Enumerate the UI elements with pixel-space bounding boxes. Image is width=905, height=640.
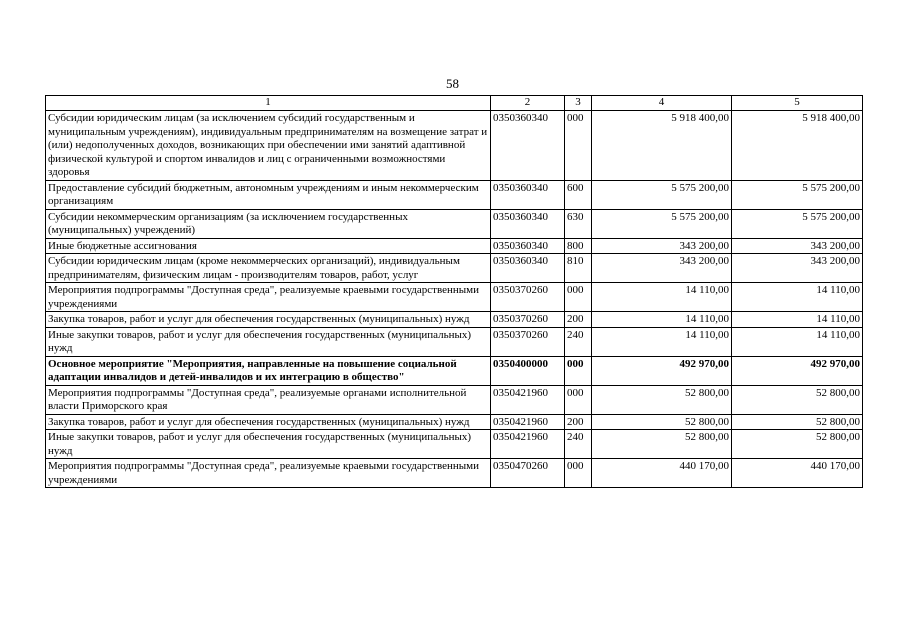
row-sum-col4: 5 575 200,00	[592, 180, 732, 209]
row-sum-col4: 492 970,00	[592, 356, 732, 385]
row-code: 0350470260	[491, 459, 565, 488]
row-name: Субсидии юридическим лицам (за исключением субсидий государственным и муниципальным учреждениям), индивидуальным предпринимателям на возмещение затрат и (или) недополученных доходов, возникающих при обеспечении ими занятий адаптивной физической культурой и спортом инвалидов и лиц с ограниченными возможностями здоровья	[46, 111, 491, 181]
table-row	[46, 238, 863, 254]
header-name: 1	[46, 96, 491, 111]
row-name: Мероприятия подпрограммы "Доступная среда", реализуемые органами исполнительной власти Приморского края	[46, 385, 491, 414]
row-sum-col4: 14 110,00	[592, 327, 732, 356]
row-code: 0350400000	[491, 356, 565, 385]
row-sum-col4: 52 800,00	[592, 430, 732, 459]
row-expense-type: 240	[565, 327, 592, 356]
row-sum-col4: 5 575 200,00	[592, 209, 732, 238]
row-name: Предоставление субсидий бюджетным, автономным учреждениям и иным некоммерческим организациям	[46, 180, 491, 209]
table-row	[46, 414, 863, 430]
row-code: 0350370260	[491, 312, 565, 328]
row-code: 0350421960	[491, 414, 565, 430]
row-sum-col4: 52 800,00	[592, 414, 732, 430]
row-sum-col4: 52 800,00	[592, 385, 732, 414]
row-sum-col5: 52 800,00	[732, 414, 863, 430]
row-name: Иные бюджетные ассигнования	[46, 238, 491, 254]
row-expense-type: 800	[565, 238, 592, 254]
table-row	[46, 459, 863, 488]
table-row	[46, 254, 863, 283]
table-row	[46, 111, 863, 181]
row-name: Основное мероприятие "Мероприятия, направленные на повышение социальной адаптации инвалидов и детей-инвалидов и их интеграцию в общество"	[46, 356, 491, 385]
row-expense-type: 000	[565, 283, 592, 312]
page-number: 58	[446, 76, 459, 91]
row-code: 0350370260	[491, 283, 565, 312]
row-sum-col5: 440 170,00	[732, 459, 863, 488]
row-code: 0350360340	[491, 254, 565, 283]
row-sum-col5: 14 110,00	[732, 283, 863, 312]
row-expense-type: 000	[565, 356, 592, 385]
row-expense-type: 000	[565, 111, 592, 181]
row-expense-type: 200	[565, 414, 592, 430]
row-name: Субсидии юридическим лицам (кроме некоммерческих организаций), индивидуальным предпринимателям, физическим лицам - производителям товаров, работ, услуг	[46, 254, 491, 283]
table-row	[46, 180, 863, 209]
header-row	[46, 96, 863, 111]
table-row	[46, 312, 863, 328]
row-expense-type: 000	[565, 459, 592, 488]
table-body	[46, 111, 863, 488]
row-expense-type: 240	[565, 430, 592, 459]
table-row	[46, 430, 863, 459]
row-sum-col4: 343 200,00	[592, 238, 732, 254]
header-sum2: 5	[732, 96, 863, 111]
row-sum-col5: 14 110,00	[732, 327, 863, 356]
row-sum-col5: 5 575 200,00	[732, 209, 863, 238]
row-sum-col5: 14 110,00	[732, 312, 863, 328]
row-sum-col4: 5 918 400,00	[592, 111, 732, 181]
row-sum-col4: 14 110,00	[592, 283, 732, 312]
row-expense-type: 810	[565, 254, 592, 283]
header-sum1: 4	[592, 96, 732, 111]
row-sum-col5: 343 200,00	[732, 238, 863, 254]
row-code: 0350360340	[491, 111, 565, 181]
table-row	[46, 356, 863, 385]
row-sum-col4: 343 200,00	[592, 254, 732, 283]
row-sum-col5: 52 800,00	[732, 385, 863, 414]
row-sum-col5: 5 575 200,00	[732, 180, 863, 209]
row-code: 0350421960	[491, 385, 565, 414]
row-expense-type: 200	[565, 312, 592, 328]
row-code: 0350360340	[491, 238, 565, 254]
row-code: 0350360340	[491, 209, 565, 238]
row-name: Мероприятия подпрограммы "Доступная среда", реализуемые краевыми государственными учреждениями	[46, 459, 491, 488]
row-sum-col5: 52 800,00	[732, 430, 863, 459]
row-name: Закупка товаров, работ и услуг для обеспечения государственных (муниципальных) нужд	[46, 312, 491, 328]
row-name: Мероприятия подпрограммы "Доступная среда", реализуемые краевыми государственными учреждениями	[46, 283, 491, 312]
table-row	[46, 327, 863, 356]
row-sum-col4: 440 170,00	[592, 459, 732, 488]
row-sum-col5: 343 200,00	[732, 254, 863, 283]
header-code: 2	[491, 96, 565, 111]
row-expense-type: 630	[565, 209, 592, 238]
row-code: 0350421960	[491, 430, 565, 459]
row-expense-type: 600	[565, 180, 592, 209]
row-sum-col4: 14 110,00	[592, 312, 732, 328]
row-name: Закупка товаров, работ и услуг для обеспечения государственных (муниципальных) нужд	[46, 414, 491, 430]
row-name: Иные закупки товаров, работ и услуг для обеспечения государственных (муниципальных) нужд	[46, 327, 491, 356]
table-row	[46, 385, 863, 414]
row-sum-col5: 5 918 400,00	[732, 111, 863, 181]
row-code: 0350360340	[491, 180, 565, 209]
table-row	[46, 209, 863, 238]
row-expense-type: 000	[565, 385, 592, 414]
row-name: Иные закупки товаров, работ и услуг для обеспечения государственных (муниципальных) нужд	[46, 430, 491, 459]
row-name: Субсидии некоммерческим организациям (за исключением государственных (муниципальных) учреждений)	[46, 209, 491, 238]
header-vr: 3	[565, 96, 592, 111]
table-row	[46, 283, 863, 312]
row-sum-col5: 492 970,00	[732, 356, 863, 385]
row-code: 0350370260	[491, 327, 565, 356]
budget-table	[45, 95, 863, 488]
